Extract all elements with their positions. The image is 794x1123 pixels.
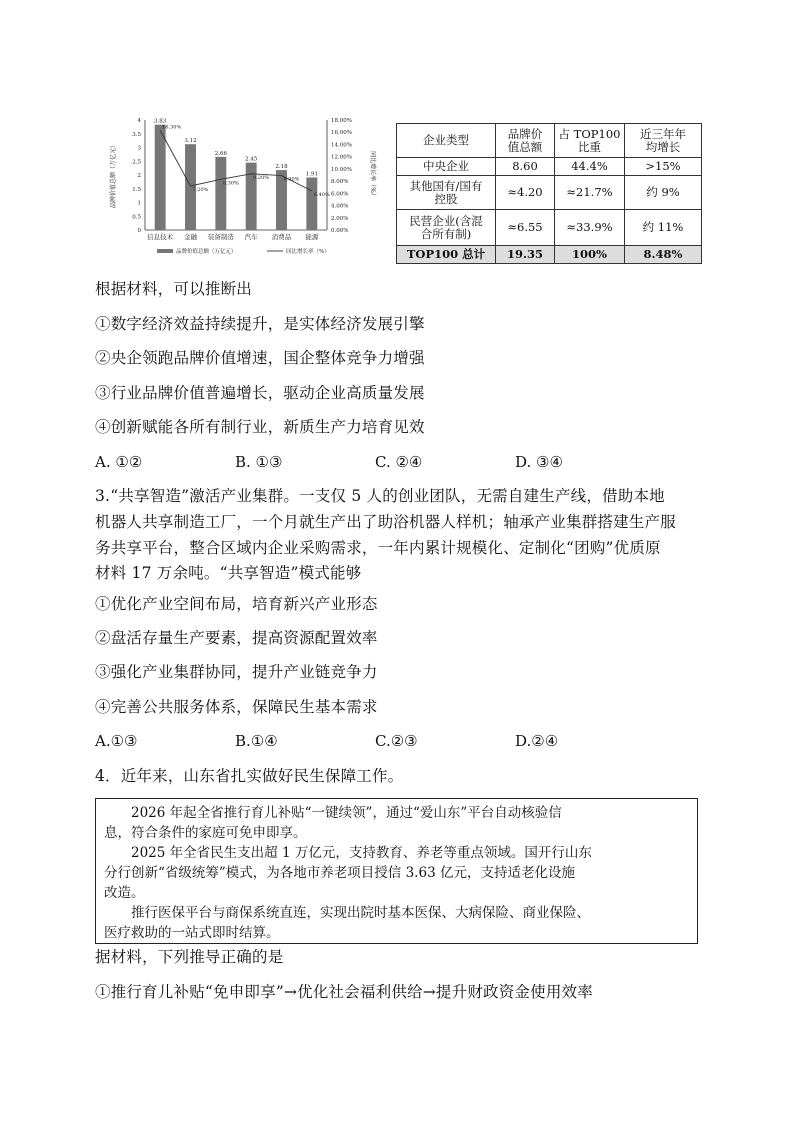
rate-label: 7.20% [192, 187, 209, 193]
legend-bar-swatch [157, 249, 173, 253]
q3-option-b[interactable]: B.①④ [235, 732, 278, 750]
q3-option-c[interactable]: C.②③ [375, 732, 418, 750]
bar-value-label: 3.83 [154, 118, 167, 125]
q2-item-1: ①数字经济效益持续提升，是实体经济发展引擎 [95, 315, 425, 333]
x-tick-label: 信息技术 [147, 233, 174, 241]
q3-stem-line: 3.“共享智造”激活产业集群。一支仅 5 人的创业团队，无需自建生产线，借助本地 [95, 487, 665, 505]
table-row [397, 176, 702, 210]
table-header-cell: 近三年年 均增长 [625, 124, 702, 158]
table-header-cell: 企业类型 [397, 124, 496, 158]
q4-material-box [95, 798, 698, 944]
table-cell: 44.4% [555, 158, 625, 176]
q3-stem-line: 机器人共享制造工厂，一个月就生产出了助浴机器人样机；轴承产业集群搭建生产服 [95, 513, 676, 531]
material-line: 息，符合条件的家庭可免申即享。 [104, 825, 307, 841]
q3-item-4: ④完善公共服务体系，保障民生基本需求 [95, 698, 378, 716]
q4-item-1: ①推行育儿补贴“免申即享”→优化社会福利供给→提升财政资金使用效率 [95, 983, 593, 1001]
table-cell: 8.60 [496, 158, 555, 176]
q3-item-2: ②盘活存量生产要素，提高资源配置效率 [95, 629, 378, 647]
table-cell: ≈33.9% [555, 210, 625, 246]
bar [246, 163, 257, 230]
y-tick-label: 0 [137, 228, 141, 234]
y2-tick-label: 10.00% [331, 166, 352, 173]
material-line: 分行创新“省级统筹”模式，为各地市养老项目授信 3.63 亿元，支持适老化设施 [104, 865, 575, 881]
bar [306, 177, 317, 230]
x-tick-label: 能源 [305, 233, 319, 241]
table-cell: 中央企业 [397, 158, 496, 176]
q2-item-2: ②央企领跑品牌价值增速，国企整体竞争力增强 [95, 349, 425, 367]
y2-axis-label: 同比增长率（%） [369, 151, 376, 199]
y2-tick-label: 2.00% [331, 215, 349, 222]
q3-stem-line: 务共享平台，整合区域内企业采购需求，一年内累计规模化、定制化“团购”优质原 [95, 539, 661, 557]
y-tick-label: 2 [137, 173, 141, 179]
legend-bar-label: 品牌价值总额（万亿元） [176, 249, 237, 255]
table-cell: 8.48% [625, 246, 702, 264]
table-cell: ≈21.7% [555, 176, 625, 210]
table-cell: 19.35 [496, 246, 555, 264]
legend-line-label: 同比增长率（%） [286, 249, 330, 255]
x-tick-label: 装备制造 [207, 233, 234, 241]
table-cell: >15% [625, 158, 702, 176]
q3-stem-line: 材料 17 万余吨。“共享智造”模式能够 [95, 564, 362, 582]
x-tick-label: 汽车 [244, 233, 258, 241]
table-cell: 民营企业(含混 合所有制) [397, 210, 496, 246]
y2-tick-label: 8.00% [331, 179, 349, 186]
y-tick-label: 3 [137, 145, 141, 152]
bar-value-label: 3.12 [184, 138, 197, 145]
table-cell: ≈6.55 [496, 210, 555, 246]
q2-stem: 根据材料，可以推断出 [95, 280, 253, 298]
table-cell: 约 11% [625, 210, 702, 246]
rate-label: 6.40% [313, 191, 330, 198]
table-cell: 100% [555, 246, 625, 264]
x-tick-label: 金融 [184, 233, 197, 241]
y-tick-label: 1.5 [132, 186, 141, 193]
bar [155, 125, 166, 230]
y2-tick-label: 16.00% [331, 130, 352, 137]
y-tick-label: 0.5 [132, 214, 141, 221]
y-axis-label: 品牌价值总额（万亿元） [110, 141, 117, 209]
bar-value-label: 2.66 [214, 150, 227, 157]
y2-tick-label: 4.00% [331, 203, 349, 210]
bar [215, 157, 226, 230]
y-tick-label: 2.5 [132, 159, 141, 166]
table-cell: TOP100 总计 [397, 246, 496, 264]
y2-tick-label: 14.00% [331, 142, 352, 149]
rate-label: 9.20% [253, 174, 270, 181]
table-header-row [397, 124, 702, 158]
table-cell: 约 9% [625, 176, 702, 210]
q4-stem: 4．近年来，山东省扎实做好民生保障工作。 [95, 767, 404, 785]
material-line: 2026 年起全省推行育儿补贴“一键续领”，通过“爱山东”平台自动核验信 [104, 805, 562, 821]
y-tick-label: 4 [137, 118, 141, 124]
q3-option-a[interactable]: A.①③ [95, 732, 138, 750]
q2-option-c[interactable]: C. ②④ [375, 453, 423, 471]
bar-value-label: 2.18 [275, 164, 288, 171]
table-cell: 其他国有/国有 控股 [397, 176, 496, 210]
y2-tick-label: 0.00% [331, 228, 349, 234]
rate-label: 16.30% [162, 124, 182, 131]
q2-item-4: ④创新赋能各所有制行业，新质生产力培育见效 [95, 418, 425, 436]
table-row [397, 158, 702, 176]
table-header-cell: 占 TOP100 比重 [555, 124, 625, 158]
q3-item-1: ①优化产业空间布局，培育新兴产业形态 [95, 595, 378, 613]
material-line: 推行医保平台与商保系统直连，实现出院时基本医保、大病保险、商业保险、 [104, 905, 590, 921]
y2-tick-label: 18.00% [331, 118, 352, 124]
y2-tick-label: 6.00% [331, 191, 349, 198]
bar-value-label: 1.91 [305, 171, 318, 178]
rate-label: 8.90% [283, 176, 300, 183]
y2-tick-label: 12.00% [331, 154, 352, 161]
table-row [397, 246, 702, 264]
q3-option-d[interactable]: D.②④ [515, 732, 559, 750]
enterprise-type-table [396, 123, 702, 264]
q2-option-a[interactable]: A. ①② [95, 453, 143, 471]
material-line: 2025 年全省民生支出超 1 万亿元，支持教育、养老等重点领域。国开行山东 [104, 845, 592, 861]
q4-ask: 据材料，下列推导正确的是 [95, 948, 284, 966]
y-tick-label: 3.5 [132, 131, 141, 138]
x-tick-label: 消费品 [271, 233, 292, 241]
rate-label: 8.30% [222, 180, 239, 187]
y-tick-label: 1 [137, 200, 141, 207]
q2-item-3: ③行业品牌价值普遍增长，驱动企业高质量发展 [95, 384, 425, 402]
q2-option-b[interactable]: B. ①③ [235, 453, 283, 471]
q2-option-d[interactable]: D. ③④ [515, 453, 563, 471]
table-cell: ≈4.20 [496, 176, 555, 210]
brand-value-chart [95, 112, 380, 260]
material-line: 医疗救助的一站式即时结算。 [104, 925, 280, 941]
table-header-cell: 品牌价 值总额 [496, 124, 555, 158]
bar-value-label: 2.45 [245, 156, 258, 163]
q3-item-3: ③强化产业集群协同，提升产业链竞争力 [95, 663, 378, 681]
table-row [397, 210, 702, 246]
material-line: 改造。 [104, 885, 145, 901]
